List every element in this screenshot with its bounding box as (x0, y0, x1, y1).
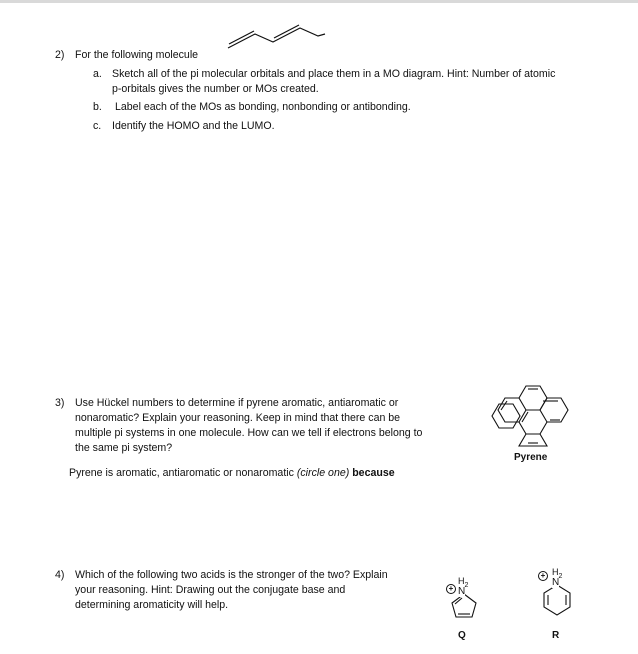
q3-line-3: multiple pi systems in one molecule. How can we tell if electrons belong to (75, 427, 423, 439)
r-n-atom: N (552, 577, 560, 588)
q-h2: $H_2$ (458, 576, 469, 589)
q3-line-2: nonaromatic? Explain your reasoning. Keep in mind that there can be (75, 412, 401, 424)
label-r: R (552, 630, 560, 641)
r-charge: + (538, 571, 548, 581)
q4-line-1: Which of the following two acids is the stronger of the two? Explain (75, 569, 388, 581)
q3-line-4: the same pi system? (75, 442, 173, 454)
q2-item-b-line1: Label each of the MOs as bonding, nonbonding or antibonding. (115, 101, 411, 113)
q2-number: 2) (55, 49, 65, 61)
top-border (0, 0, 638, 3)
q2-item-b-marker: b. (93, 101, 102, 113)
q2-item-c-marker: c. (93, 120, 102, 132)
q3-number: 3) (55, 397, 65, 409)
q2-item-a-line1: Sketch all of the pi molecular orbitals and place them in a MO diagram. Hint: Number of atomic (112, 68, 556, 80)
q2-prompt: For the following molecule (75, 49, 199, 61)
q2-item-c-line1: Identify the HOMO and the LUMO. (112, 120, 275, 132)
structure-q (443, 572, 483, 632)
pyrene-structure-icon (488, 380, 578, 450)
r-h2: $H_2$ (552, 567, 563, 580)
q3-answer-bold: because (349, 467, 395, 479)
six-ring-icon (541, 583, 573, 617)
structure-r (536, 567, 576, 629)
q4-line-2: your reasoning. Hint: Drawing out the conjugate base and (75, 584, 346, 596)
q3-answer-italic: (circle one) (296, 467, 350, 479)
pyrene-label: Pyrene (514, 452, 548, 463)
q-n-atom: N (458, 586, 466, 597)
q4-number: 4) (55, 569, 65, 581)
q2-item-a-marker: a. (93, 68, 102, 80)
q4-line-3: determining aromaticity will help. (75, 599, 229, 611)
q2-item-a-line2: p-orbitals gives the number or MOs created. (112, 83, 319, 95)
q3-answer-plain: Pyrene is aromatic, antiaromatic or nonaromatic (69, 467, 297, 479)
q3-answer-line (69, 466, 395, 481)
hexatriene-molecule-icon (225, 22, 335, 52)
label-q: Q (458, 630, 466, 641)
q-charge: + (446, 584, 456, 594)
q3-line-1: Use Hückel numbers to determine if pyrene aromatic, antiaromatic or (75, 397, 399, 409)
